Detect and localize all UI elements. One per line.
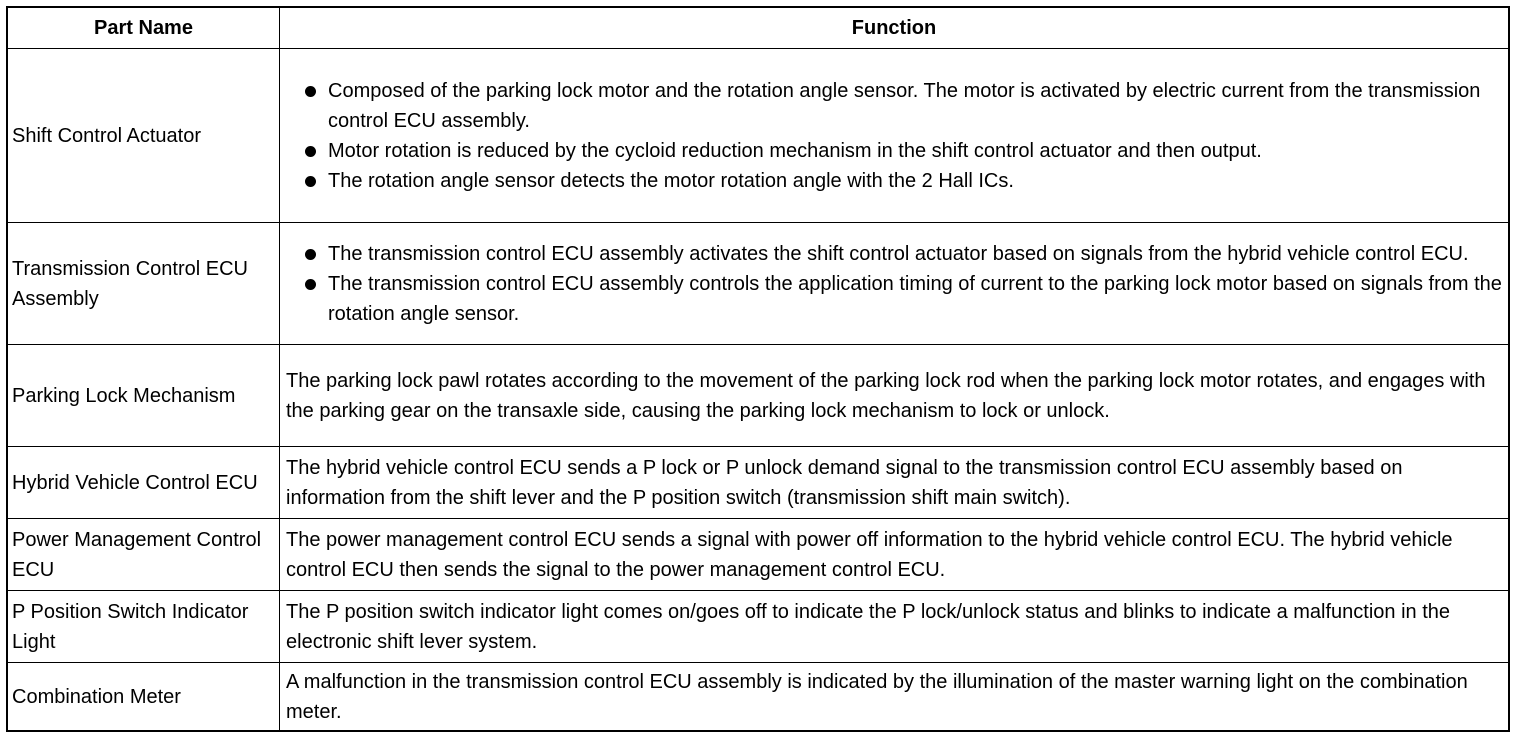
function-cell: The P position switch indicator light comes on/goes off to indicate the P lock/unlock status and blinks to indicate a malfunction in the electronic shift lever system. bbox=[286, 600, 1451, 653]
bullet-icon bbox=[305, 249, 316, 260]
bullet-item bbox=[286, 166, 1502, 196]
function-cell: The power management control ECU sends a signal with power off information to the hybrid vehicle control ECU. The hybrid vehicle control ECU then sends the signal to the power management control ECU. bbox=[286, 528, 1453, 581]
table-row bbox=[8, 222, 1508, 344]
function-cell bbox=[280, 49, 1508, 222]
bullet-text: The transmission control ECU assembly controls the application timing of current to the parking lock motor based on signals from the rotation angle sensor. bbox=[328, 272, 1502, 325]
function-cell bbox=[280, 223, 1508, 344]
table-header-row bbox=[8, 8, 1508, 48]
bullet-item bbox=[286, 269, 1502, 329]
header-function: Function bbox=[851, 17, 937, 39]
part-name-cell: P Position Switch Indicator Light bbox=[8, 591, 280, 662]
bullet-text: Motor rotation is reduced by the cycloid reduction mechanism in the shift control actuator and then output. bbox=[328, 139, 1262, 162]
bullet-icon bbox=[305, 279, 316, 290]
function-cell: A malfunction in the transmission control ECU assembly is indicated by the illumination of the master warning light on the combination meter. bbox=[286, 670, 1468, 723]
function-cell: The parking lock pawl rotates according to the movement of the parking lock rod when the parking lock motor rotates, and engages with the parking gear on the transaxle side, causing the parking lock mechanism to lock or unlock. bbox=[286, 369, 1486, 422]
table-row bbox=[8, 446, 1508, 518]
bullet-icon bbox=[305, 146, 316, 157]
bullet-text: The transmission control ECU assembly activates the shift control actuator based on signals from the hybrid vehicle control ECU. bbox=[328, 242, 1469, 265]
bullet-icon bbox=[305, 176, 316, 187]
part-name-cell: Combination Meter bbox=[8, 663, 280, 730]
table-row bbox=[8, 662, 1508, 730]
part-name-cell: Shift Control Actuator bbox=[8, 49, 280, 222]
table-row bbox=[8, 518, 1508, 590]
bullet-item bbox=[286, 76, 1502, 136]
table-row bbox=[8, 590, 1508, 662]
part-name-cell: Parking Lock Mechanism bbox=[8, 345, 280, 446]
function-cell: The hybrid vehicle control ECU sends a P lock or P unlock demand signal to the transmission control ECU assembly based on information from the shift lever and the P position switch (transmission shift main switch). bbox=[286, 456, 1403, 509]
part-name-cell: Hybrid Vehicle Control ECU bbox=[8, 447, 280, 518]
bullet-item bbox=[286, 136, 1502, 166]
bullet-icon bbox=[305, 86, 316, 97]
header-part-name: Part Name bbox=[8, 8, 280, 48]
bullet-list bbox=[286, 239, 1502, 329]
table-row bbox=[8, 344, 1508, 446]
parts-function-table bbox=[6, 6, 1510, 732]
part-name-cell: Power Management Control ECU bbox=[8, 519, 280, 590]
bullet-item bbox=[286, 239, 1502, 269]
bullet-text: Composed of the parking lock motor and the rotation angle sensor. The motor is activated by electric current from the transmission control ECU assembly. bbox=[328, 79, 1481, 132]
bullet-list bbox=[286, 76, 1502, 196]
bullet-text: The rotation angle sensor detects the motor rotation angle with the 2 Hall ICs. bbox=[328, 169, 1014, 192]
part-name-cell: Transmission Control ECU Assembly bbox=[8, 223, 280, 344]
table-row bbox=[8, 48, 1508, 222]
